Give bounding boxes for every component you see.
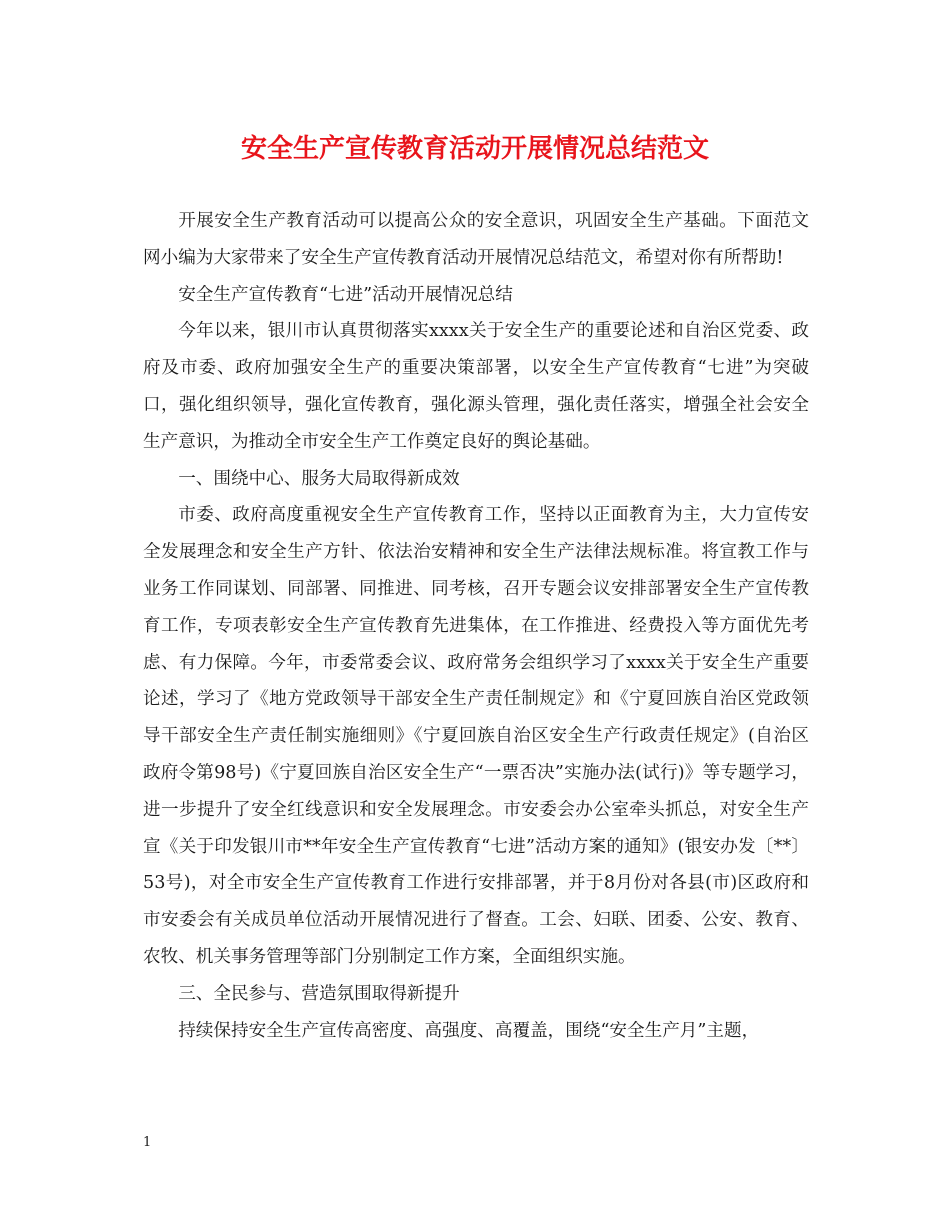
paragraph-section-1: 市委、政府高度重视安全生产宣传教育工作，坚持以正面教育为主，大力宣传安全发展理念和安全生产方针、依法治安精神和安全生产法律法规标准。将宣教工作与业务工作同谋划、同部署、同推进、同考核，召开专题会议安排部署安全生产宣传教育工作，专项表彰安全生产宣传教育先进集体，在工作推进、经费投入等方面优先考虑、有力保障。今年，市委常委会议、政府常务会组织学习了xxxx关于安全生产重要论述，学习了《地方党政领导干部安全生产责任制规定》和《宁夏回族自治区党政领导干部安全生产责任制实施细则》《宁夏回族自治区安全生产行政责任规定》(自治区政府令第98号)《宁夏回族自治区安全生产“一票否决”实施办法(试行)》等专题学习，进一步提升了安全红线意识和安全发展理念。市安委会办公室牵头抓总，对安全生产宣《关于印发银川市**年安全生产宣传教育“七进”活动方案的通知》(银安办发〔**〕53号)，对全市安全生产宣传教育工作进行安排部署，并于8月份对各县(市)区政府和市安委会有关成员单位活动开展情况进行了督查。工会、妇联、团委、公安、教育、农牧、机关事务管理等部门分别制定工作方案，全面组织实施。 (143, 505, 809, 967)
section-heading-3: 三、全民参与、营造氛围取得新提升 (178, 983, 460, 1004)
paragraph-overview: 今年以来，银川市认真贯彻落实xxxx关于安全生产的重要论述和自治区党委、政府及市委、政府加强安全生产的重要决策部署，以安全生产宣传教育“七进”为突破口，强化组织领导，强化宣传教育，强化源头管理，强化责任落实，增强全社会安全生产意识，为推动全市安全生产工作奠定良好的舆论基础。 (143, 321, 809, 452)
paragraph-subtitle: 安全生产宣传教育“七进”活动开展情况总结 (178, 284, 513, 305)
paragraph-intro: 开展安全生产教育活动可以提高公众的安全意识，巩固安全生产基础。下面范文网小编为大家带来了安全生产宣传教育活动开展情况总结范文，希望对你有所帮助! (143, 211, 809, 268)
section-heading-1: 一、围绕中心、服务大局取得新成效 (178, 468, 460, 489)
paragraph-section-3: 持续保持安全生产宣传高密度、高强度、高覆盖，围绕“安全生产月”主题， (178, 1020, 760, 1041)
page-title: 安全生产宣传教育活动开展情况总结范文 (240, 134, 709, 164)
document-body (143, 203, 809, 1049)
page-number: 1 (143, 1135, 152, 1150)
